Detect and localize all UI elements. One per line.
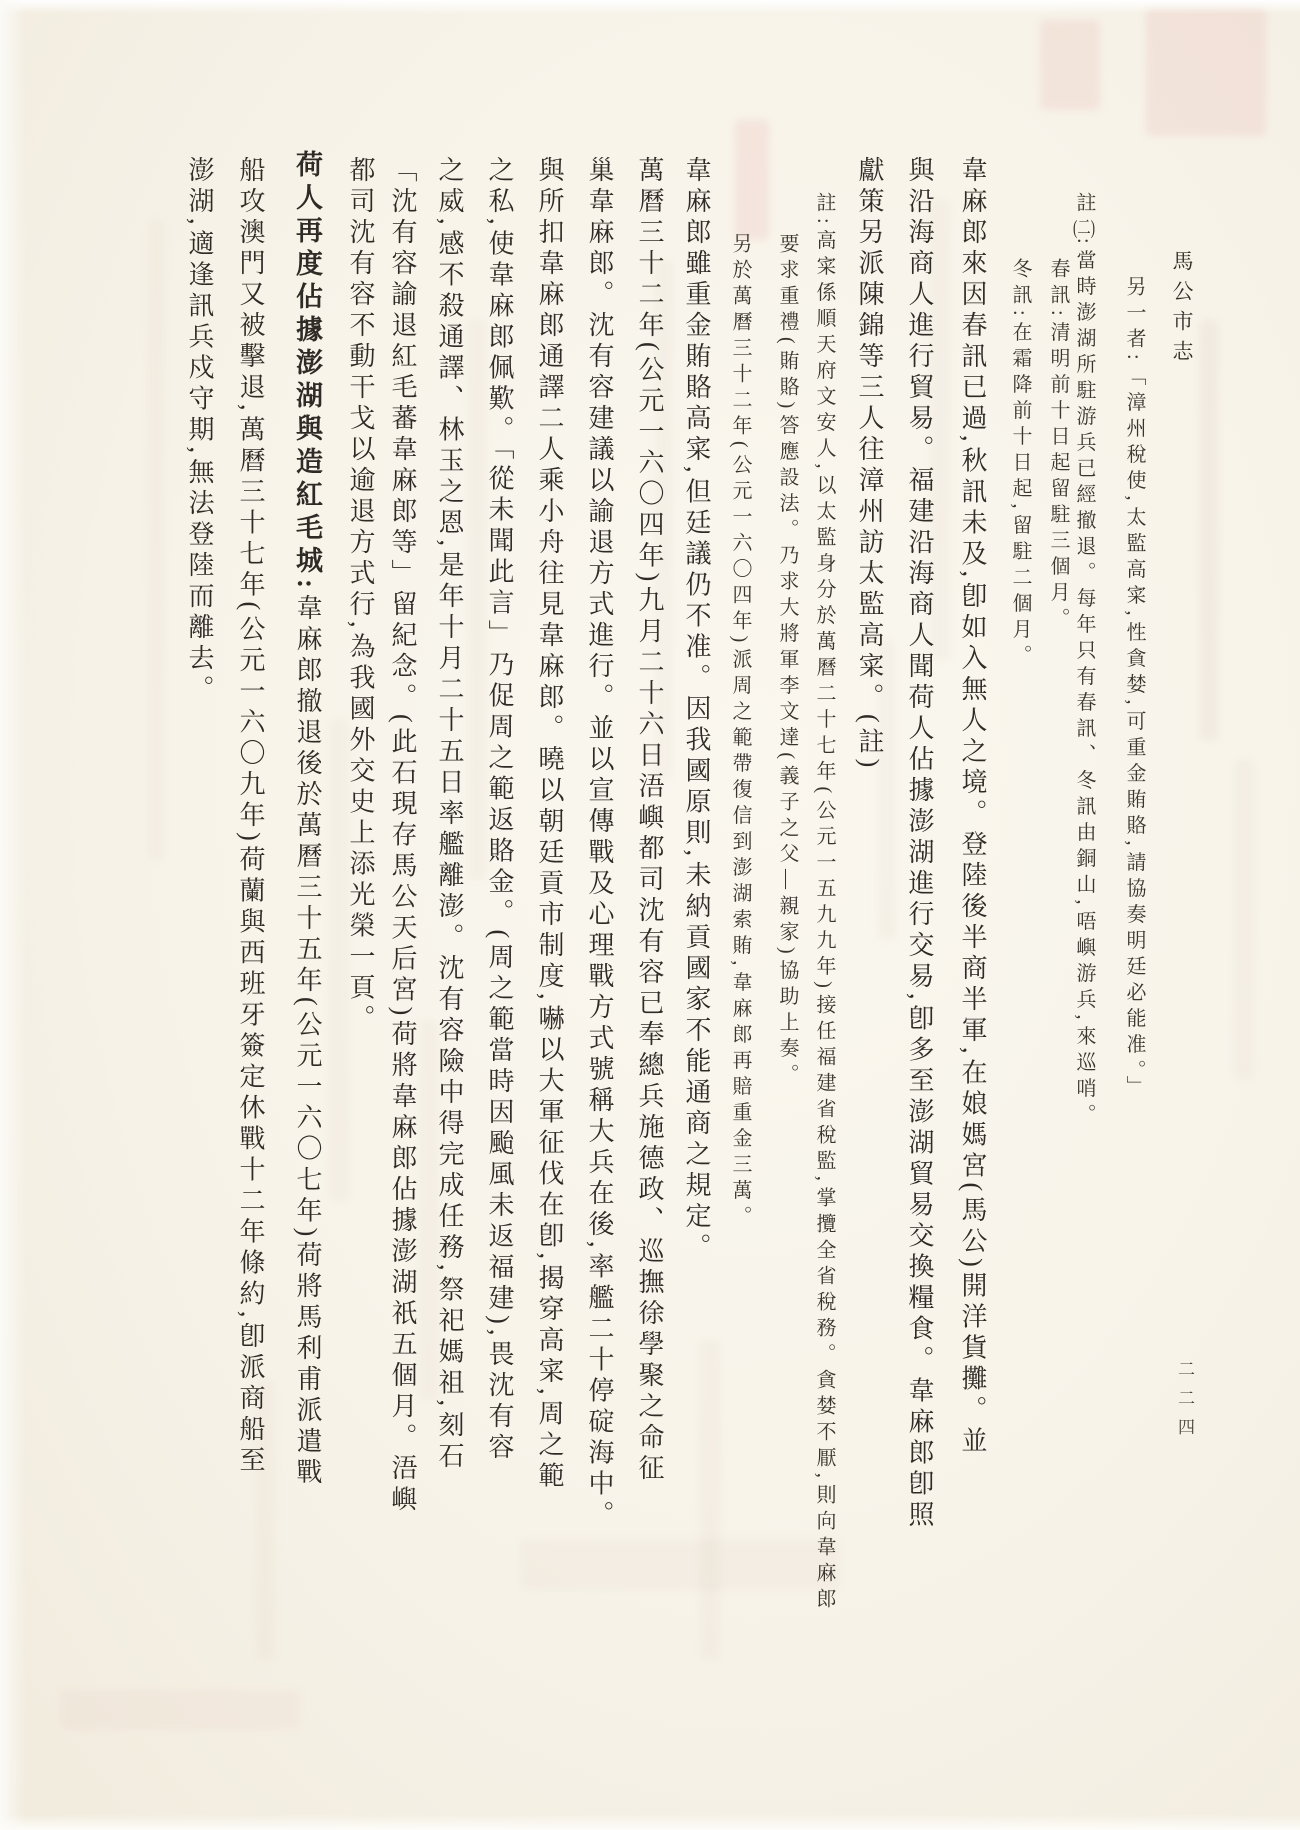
bleed-smudge: [1235, 760, 1253, 1080]
bleed-smudge: [1040, 20, 1100, 110]
note-another-quote: 另一者:「漳州稅使,太監高寀,性貪婪,可重金賄賂,請協奏明廷必能准。」: [1123, 276, 1145, 1102]
scan-edge-top: [0, 0, 1300, 14]
scan-edge-left: [0, 0, 26, 1830]
body-column-11: 都司沈有容不動干戈以逾退方式行,為我國外交史上添光榮一頁。: [346, 156, 375, 1036]
page-number: 二二四: [1175, 1360, 1194, 1447]
inline-note-column-3: 另於萬曆三十二年(公元一六〇四年)派周之範帶復信到澎湖索賄,韋麻郎再賠重金三萬。: [729, 233, 751, 1232]
body-column-8: 之私,使韋麻郎佩歎。「從未聞此言」乃促周之範返賂金。(周之範當時因颱風未返福建),畏沈有容: [485, 156, 514, 1465]
running-title: 馬公市志: [1170, 250, 1194, 370]
bleed-smudge: [735, 120, 769, 240]
body-column-6: 巢韋麻郎。沈有容建議以諭退方式進行。並以宣傳戰及心理戰方式號稱大兵在後,率艦二十停碇海中。: [585, 156, 614, 1532]
body-column-13: 澎湖,適逢訊兵戍守期,無法登陸而離去。: [185, 156, 214, 706]
body-column-1: 韋麻郎來因春訊已過,秋訊未及,卽如入無人之境。登陸後半商半軍,在娘媽宮(馬公)開洋貨攤。並: [958, 156, 987, 1458]
note-two-number: (二): [1073, 218, 1095, 238]
body-column-5: 萬曆三十二年(公元一六〇四年)九月二十六日浯嶼都司沈有容已奉總兵施德政、巡撫徐學聚之命征: [635, 156, 664, 1486]
bleed-smudge: [1146, 6, 1266, 136]
bleed-smudge: [60, 1690, 300, 1730]
body-column-12: 船攻澳門又被擊退,萬曆三十七年(公元一六〇九年)荷蘭與西班牙簽定休戰十二年條約,卽派商船至: [236, 156, 265, 1478]
section-heading: 荷人再度佔據澎湖與造紅毛城:: [292, 150, 322, 594]
note-two-text: :當時澎湖所駐游兵已經撤退。每年只有春訊、冬訊由銅山,唔嶼游兵,來巡哨。: [1073, 238, 1095, 1130]
body-column-9: 之威,感不殺通譯、林玉之恩,是年十月二十五日率艦離澎。沈有容險中得完成任務,祭祀媽祖,刻石: [435, 156, 464, 1473]
note-two-label: 註: [1073, 192, 1095, 218]
bleed-smudge: [148, 220, 164, 860]
scan-edge-bottom: [0, 1814, 1300, 1830]
inline-note-column-2: 要求重禮(賄賂)答應設法。乃求大將軍李文達(義子之父—親家)協助上奏。: [776, 233, 798, 1090]
section-continuation: 韋麻郎撤退後於萬曆三十五年(公元一六〇七年)荷將馬利甫派遣戰: [293, 594, 322, 1490]
note-spring-patrol: 春訊:清明前十日起留駐三個月。: [1047, 258, 1069, 634]
section-column: [288, 150, 327, 1489]
body-column-4: 韋麻郎雖重金賄賂高寀,但廷議仍不准。因我國原則,未納貢國家不能通商之規定。: [682, 156, 711, 1264]
bleed-smudge: [520, 1540, 840, 1590]
bleed-smudge: [700, 1340, 720, 1660]
inline-note-column-1: 註:高寀係順天府文安人,以太監身分於萬曆二十七年(公元一五九九年)接任福建省稅監,掌攬全省稅務。貪婪不厭,則向韋麻郎: [813, 192, 835, 1614]
body-column-2: 與沿海商人進行貿易。福建沿海商人聞荷人佔據澎湖進行交易,卽多至澎湖貿易交換糧食。韋麻郎卽照: [905, 156, 934, 1532]
body-column-3: 獻策另派陳錦等三人往漳州訪太監高寀。(註): [855, 156, 884, 773]
note-winter-patrol: 冬訊:在霜降前十日起,留駐二個月。: [1009, 258, 1031, 671]
body-column-10: 「沈有容諭退紅毛蕃韋麻郎等」留紀念。(此石現存馬公天后宮)荷將韋麻郎佔據澎湖祇五個月。浯嶼: [388, 156, 417, 1517]
body-column-7: 與所扣韋麻郎通譯二人乘小舟往見韋麻郎。曉以朝廷貢市制度,嚇以大軍征伐在卽,揭穿高寀,周之範: [535, 156, 564, 1493]
note-two: [1070, 192, 1099, 1130]
bleed-smudge: [1200, 320, 1218, 740]
